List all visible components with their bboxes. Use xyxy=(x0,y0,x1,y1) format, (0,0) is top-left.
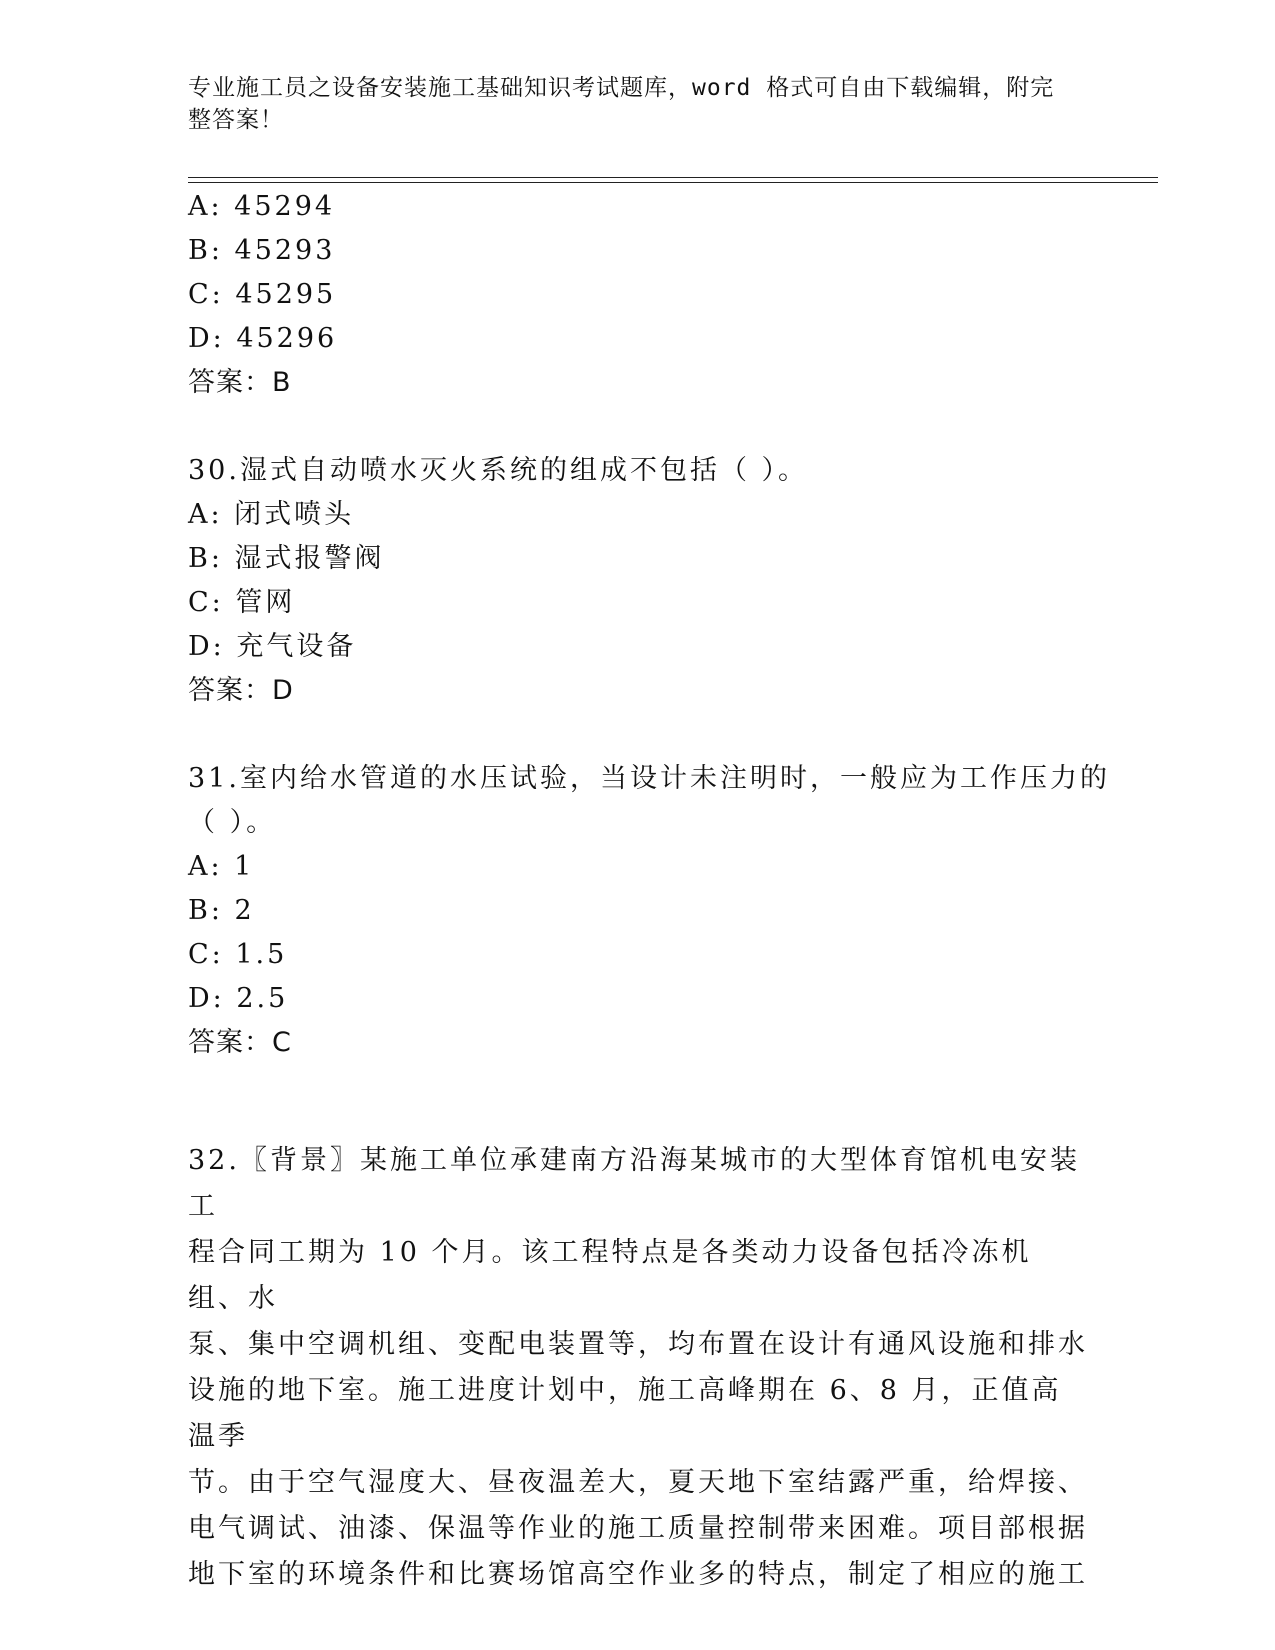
question-32-line: 32.〖背景〗某施工单位承建南方沿海某城市的大型体育馆机电安装工 xyxy=(188,1145,1080,1222)
question-31-line-2: （ ）。 xyxy=(188,807,277,838)
header-line-2: 整答案！ xyxy=(188,107,284,133)
question-31-line-1: 31.室内给水管道的水压试验，当设计未注明时，一般应为工作压力的 xyxy=(188,763,1110,794)
question-32-line: 节。由于空气湿度大、昼夜温差大，夏天地下室结露严重，给焊接、 xyxy=(188,1467,1088,1498)
question-32-line: 设施的地下室。施工进度计划中，施工高峰期在 6、8 月，正值高温季 xyxy=(188,1375,1062,1452)
option-c: C: 1.5 xyxy=(188,939,288,970)
option-a: A: 45294 xyxy=(188,191,336,222)
header-line-1: 专业施工员之设备安装施工基础知识考试题库，word 格式可自由下载编辑，附完 xyxy=(188,75,1055,101)
option-d: D: 45296 xyxy=(188,323,338,354)
answer: 答案：D xyxy=(188,675,294,706)
option-b: B: 湿式报警阀 xyxy=(188,543,385,574)
question-32-line: 地下室的环境条件和比赛场馆高空作业多的特点，制定了相应的施工 xyxy=(188,1559,1088,1590)
option-d: D: 2.5 xyxy=(188,983,289,1014)
header-divider-second xyxy=(188,182,1158,183)
question-30: 30.湿式自动喷水灭火系统的组成不包括（ ）。 xyxy=(188,455,809,486)
option-b: B: 45293 xyxy=(188,235,336,266)
option-c: C: 管网 xyxy=(188,587,296,618)
question-32 xyxy=(188,1138,1088,1598)
option-a: A: 1 xyxy=(188,851,255,882)
option-b: B: 2 xyxy=(188,895,255,926)
question-32-line: 电气调试、油漆、保温等作业的施工质量控制带来困难。项目部根据 xyxy=(188,1513,1088,1544)
option-a: A: 闭式喷头 xyxy=(188,499,355,530)
answer: 答案：C xyxy=(188,1027,292,1058)
question-32-line: 泵、集中空调机组、变配电装置等，均布置在设计有通风设施和排水 xyxy=(188,1329,1088,1360)
option-d: D: 充气设备 xyxy=(188,631,357,662)
document-header xyxy=(188,72,1088,136)
question-32-line: 程合同工期为 10 个月。该工程特点是各类动力设备包括冷冻机组、水 xyxy=(188,1237,1032,1314)
answer: 答案：B xyxy=(188,367,292,398)
header-divider xyxy=(188,177,1158,178)
option-c: C: 45295 xyxy=(188,279,337,310)
